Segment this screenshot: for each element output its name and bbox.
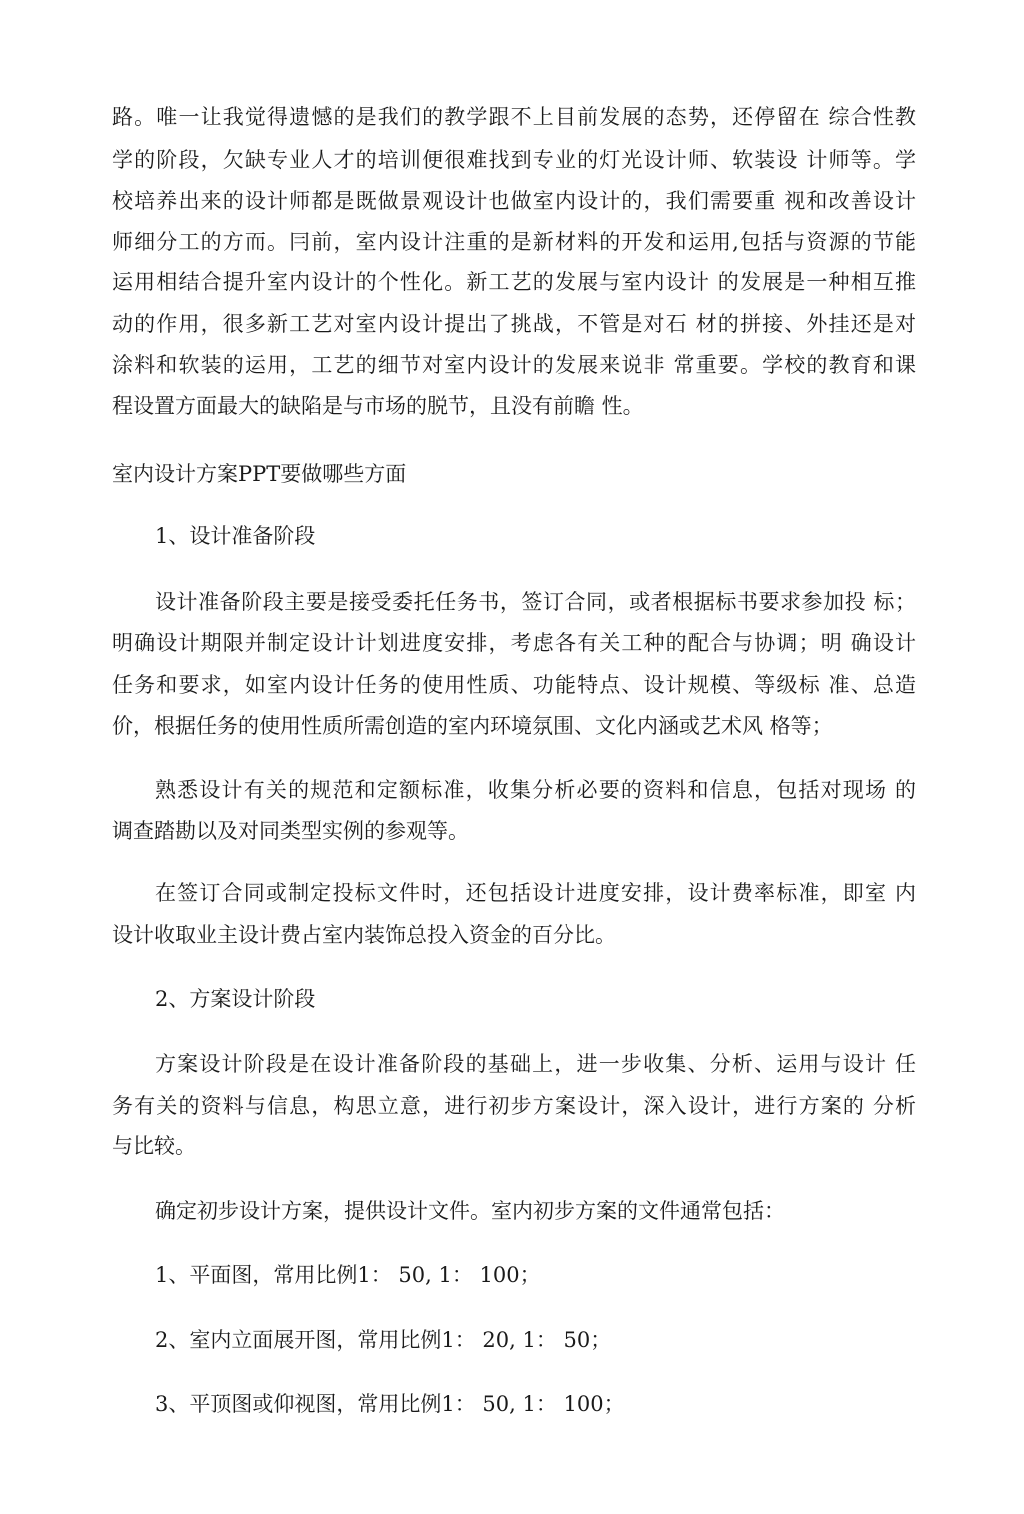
stage2-para1-line: 方案设计阶段是在设计准备阶段的基础上，进一步收集、分析、运用与设计 任 xyxy=(155,1052,916,1076)
stage1-para1-line: 任务和要求，如室内设计任务的使用性质、功能特点、设计规模、等级标 准、总造 xyxy=(112,673,916,697)
intro-line: 涂料和软装的运用，工艺的细节对室内设计的发展来说非 常重要。学校的教育和课 xyxy=(112,353,916,377)
stage2-heading: 2、方案设计阶段 xyxy=(155,987,316,1011)
stage1-para2-line: 熟悉设计有关的规范和定额标准，收集分析必要的资料和信息，包括对现场 的 xyxy=(155,778,916,802)
intro-line: 运用相结合提升室内设计的个性化。新工艺的发展与室内设计 的发展是一种相互推 xyxy=(112,270,916,294)
stage2-para1-line: 与比较。 xyxy=(112,1134,196,1158)
stage2-para1-line: 务有关的资料与信息，构思立意，进行初步方案设计，深入设计，进行方案的 分析 xyxy=(112,1094,916,1118)
stage1-para1-line: 价，根据任务的使用性质所需创造的室内环境氛围、文化内涵或艺术风 格等； xyxy=(112,714,833,738)
stage1-para3-line: 设计收取业主设计费占室内装饰总投入资金的百分比。 xyxy=(112,923,616,947)
intro-line: 校培养出来的设计师都是既做景观设计也做室内设计的，我们需要重 视和改善设计 xyxy=(112,189,916,213)
intro-line: 动的作用，很多新工艺对室内设计提岀了挑战，不管是对石 材的拼接、外挂还是对 xyxy=(112,312,916,336)
stage1-para2-line: 调查踏勘以及对同类型实例的参观等。 xyxy=(112,819,469,843)
stage1-para1-line: 设计准备阶段主要是接受委托任务书，签订合同，或者根据标书要求参加投 标； xyxy=(155,590,916,614)
list-item: 3、平顶图或仰视图，常用比例1： 50, 1： 100； xyxy=(155,1392,625,1416)
stage1-para1-line: 明确设计期限并制定设计计划进度安排，考虑各有关工种的配合与协调；明 确设计 xyxy=(112,631,916,655)
intro-line: 学的阶段，欠缺专业人才的培训便很难找到专业的灯光设计师、软装设 计师等。学 xyxy=(112,148,916,172)
stage1-heading: 1、设计准备阶段 xyxy=(155,524,316,548)
stage2-para2: 确定初步设计方案，提供设计文件。室内初步方案的文件通常包括： xyxy=(155,1199,785,1223)
stage1-para3-line: 在签订合同或制定投标文件时，还包括设计进度安排，设计费率标准，即室 内 xyxy=(155,881,916,905)
section-heading: 室内设计方案PPT要做哪些方面 xyxy=(112,462,407,486)
list-item: 1、平面图，常用比例1： 50, 1： 100； xyxy=(155,1263,541,1287)
intro-line: 路。唯一让我觉得遗憾的是我们的教学跟不上目前发展的态势，还停留在 综合性教 xyxy=(112,105,916,129)
intro-line: 程设置方面最大的缺陷是与市场的脱节，且没有前瞻 性。 xyxy=(112,394,644,418)
intro-line: 师细分工的方而。冃前，室内设计注重的是新材料的开发和运用,包括与资源的节能 xyxy=(112,230,916,254)
list-item: 2、室内立面展开图，常用比例1： 20, 1： 50； xyxy=(155,1328,612,1352)
